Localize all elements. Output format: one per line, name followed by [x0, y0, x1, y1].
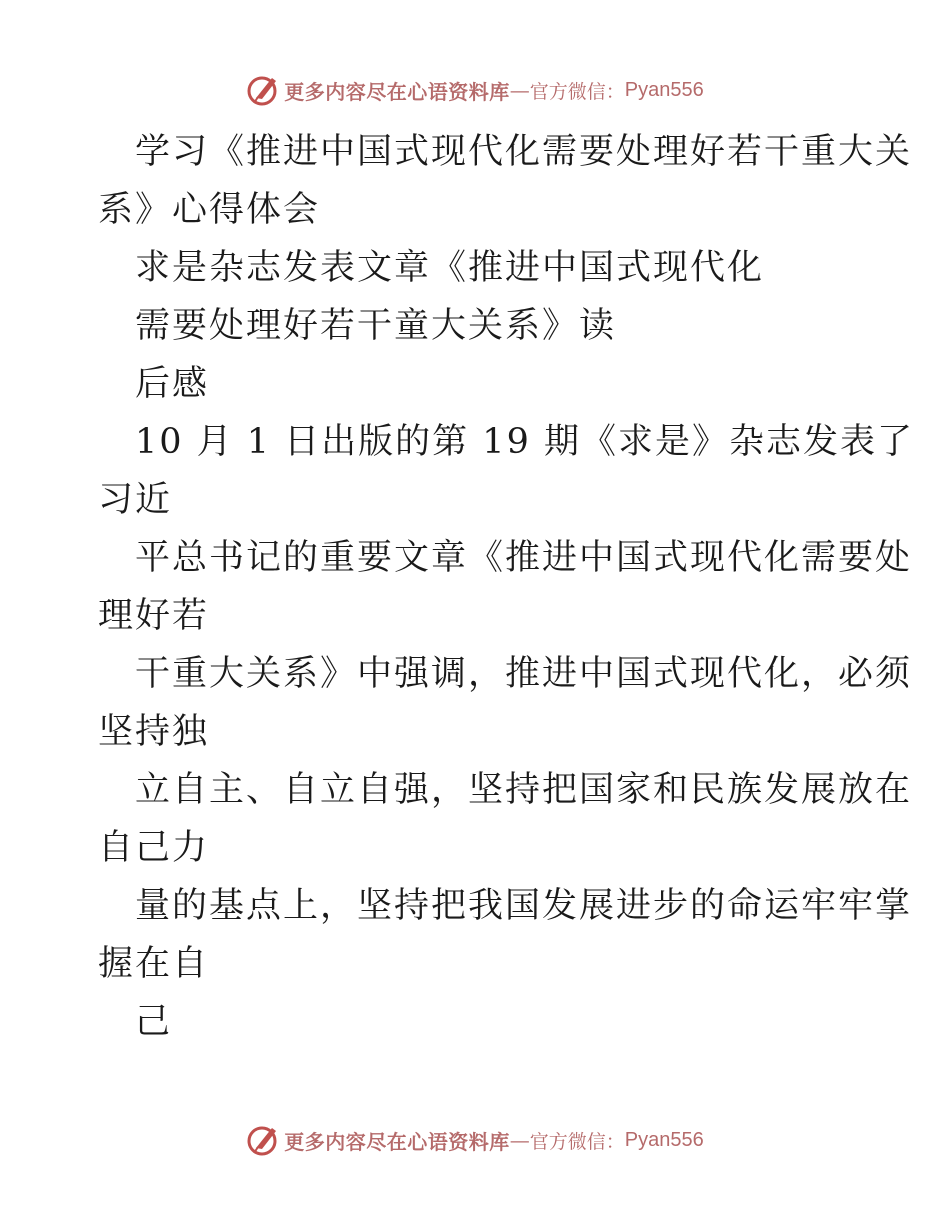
banner-tagline: 更多内容尽在心语资料库: [284, 79, 510, 104]
document-body: [98, 123, 914, 1051]
footer-banner: [0, 1122, 950, 1158]
banner-wechat-id: Pyan556: [624, 1128, 704, 1151]
subtitle-line: 后感: [135, 364, 210, 404]
paragraph-line: 立自主、自立自强，坚持把国家和民族发展放在: [135, 770, 913, 810]
paragraph-line: 平总书记的重要文章《推进中国式现代化需要处: [135, 538, 913, 578]
banner-wechat-label: 官方微信：: [529, 1130, 625, 1153]
header-banner: [0, 72, 950, 108]
subtitle-line: 求是杂志发表文章《推进中国式现代化: [135, 248, 765, 288]
title-line: 系》心得体会: [98, 190, 321, 230]
title-line: 学习《推进中国式现代化需要处理好若干重大关: [135, 132, 913, 172]
paragraph-line: 自己力: [98, 828, 210, 868]
paragraph-line: 坚持独: [98, 712, 210, 752]
quill-pen-logo-icon: [246, 72, 282, 108]
paragraph-line: 握在自: [98, 944, 210, 984]
banner-wechat-id: Pyan556: [624, 78, 704, 101]
banner-separator: —: [509, 1128, 530, 1152]
quill-pen-logo-icon: [246, 1122, 282, 1158]
banner-tagline: 更多内容尽在心语资料库: [284, 1129, 510, 1154]
paragraph-line: 己: [135, 1002, 173, 1042]
subtitle-line: 需要处理好若干童大关系》读: [135, 306, 617, 346]
banner-separator: —: [509, 78, 530, 102]
paragraph-line: 量的基点上，坚持把我国发展进步的命运牢牢掌: [135, 886, 913, 926]
paragraph-line: 理好若: [98, 596, 210, 636]
banner-wechat-label: 官方微信：: [529, 80, 625, 103]
paragraph-line: 习近: [98, 480, 173, 520]
paragraph-line: 干重大关系》中强调，推进中国式现代化，必须: [135, 654, 913, 694]
paragraph-line: 10 月 1 日出版的第 19 期《求是》杂志发表了: [135, 422, 914, 462]
